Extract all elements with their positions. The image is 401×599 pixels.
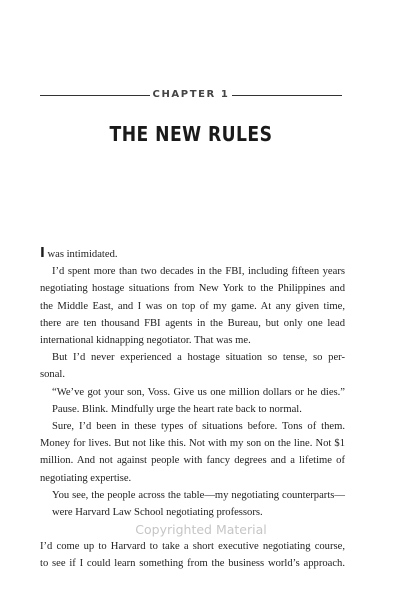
drop-cap: I — [40, 246, 45, 261]
paragraph-line-7: But I’d never experienced a hostage situation so tense, so per- — [52, 352, 345, 364]
chapter-title: THE NEW RULES — [109, 122, 273, 146]
paragraph-line-16: were Harvard Law School negotiating professors. — [52, 507, 263, 519]
section-break — [40, 521, 345, 538]
paragraph-line-9: “We’ve got your son, Voss. Give us one million dollars or he dies.” — [52, 386, 345, 398]
paragraph-line-18: to see if I could learn something from the business world’s approach. — [40, 558, 345, 570]
paragraph-line-11: Sure, I’d been in these types of situations before. Tons of them. — [52, 421, 345, 433]
chapter-rule-right — [232, 95, 342, 96]
paragraph-line-6: international kidnapping negotiator. That was me. — [40, 335, 251, 347]
paragraph-line-13: million. And not against people with fancy degrees and a lifetime of — [40, 455, 345, 467]
line-text: was intimidated. — [44, 249, 118, 260]
paragraph-line-4: the Middle East, and I was on top of my game. At any given time, — [40, 300, 345, 312]
paragraph-line-10: Pause. Blink. Mindfully urge the heart rate back to normal. — [52, 403, 302, 415]
paragraph-line-12: Money for lives. But not like this. Not with my son on the line. Not $1 — [40, 438, 345, 450]
paragraph-line-14: negotiating expertise. — [40, 472, 132, 484]
chapter-label: CHAPTER 1 — [152, 89, 230, 100]
paragraph-line-15: You see, the people across the table—my negotiating counterparts— — [52, 489, 345, 501]
paragraph-line-3: negotiating hostage situations from New York to the Philippines and — [40, 283, 345, 295]
paragraph-line-5: there are ten thousand FBI agents in the Bureau, but only one lead — [40, 317, 345, 329]
chapter-rule-left — [40, 95, 150, 96]
copyright-watermark: Copyrighted Material — [135, 522, 267, 537]
paragraph-line-8: sonal. — [40, 369, 66, 381]
body-text — [40, 246, 345, 573]
paragraph-line-2: I’d spent more than two decades in the FBI, including fifteen years — [52, 266, 345, 278]
paragraph-line-1 — [40, 246, 345, 263]
paragraph-line-17: I’d come up to Harvard to take a short executive negotiating course, — [40, 541, 345, 553]
